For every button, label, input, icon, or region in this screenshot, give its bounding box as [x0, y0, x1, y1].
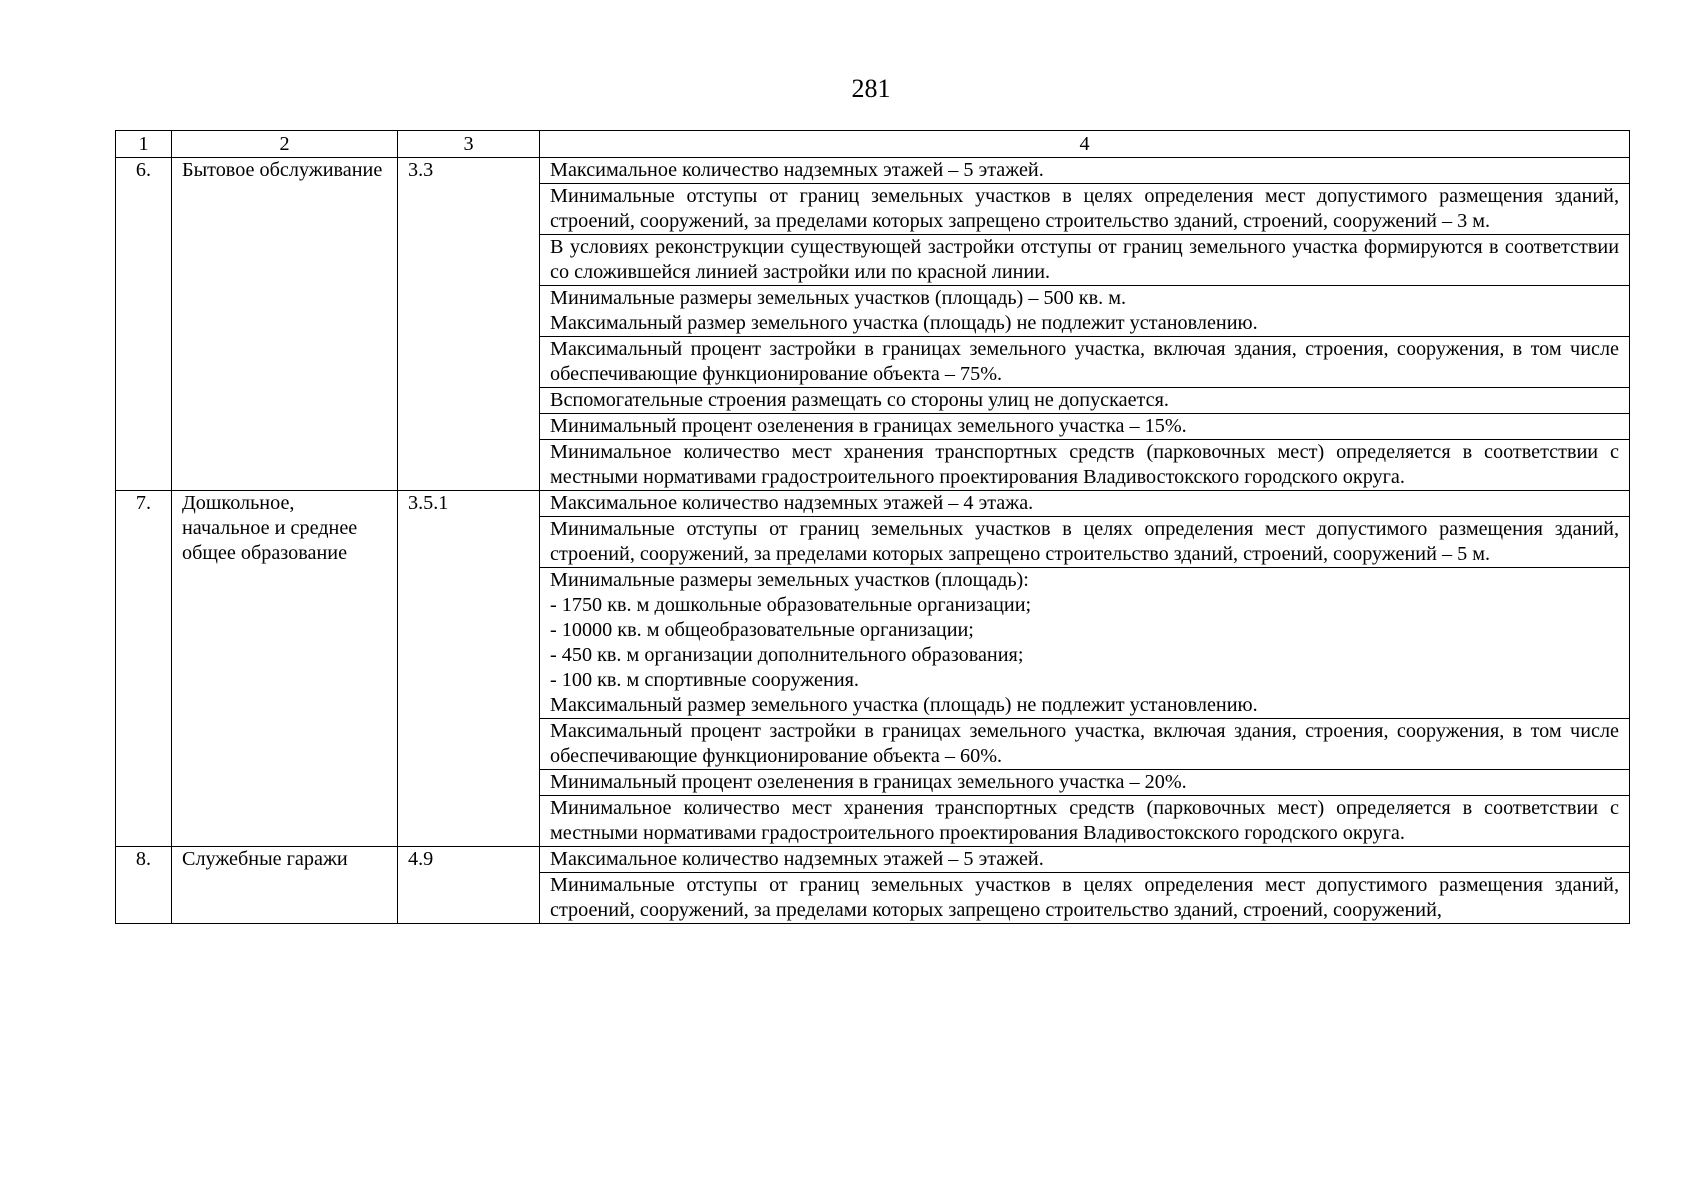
parameter-cell: Максимальный процент застройки в границах земельного участка, включая здания, строения, сооружения, в том числе обеспечивающие функционирование объекта – 75%. [540, 337, 1630, 388]
parameter-cell: Минимальные отступы от границ земельных участков в целях определения мест допустимого размещения зданий, строений, сооружений, за пределами которых запрещено строительство зданий, строений, сооружений – 5 м. [540, 517, 1630, 568]
parameter-cell: Минимальные отступы от границ земельных участков в целях определения мест допустимого размещения зданий, строений, сооружений, за пределами которых запрещено строительство зданий, строений, сооружений, [540, 873, 1630, 924]
parameter-text: - 1750 кв. м дошкольные образовательные организации; [550, 594, 1032, 616]
parameter-text: Минимальные размеры земельных участков (площадь): [550, 569, 1029, 591]
use-type-code: 4.9 [398, 847, 540, 924]
regulations-table [115, 130, 1630, 924]
table-row [116, 847, 1630, 873]
parameter-text: - 100 кв. м спортивные сооружения. [550, 669, 859, 691]
row-number: 6. [116, 158, 172, 491]
parameter-cell: Максимальный процент застройки в границах земельного участка, включая здания, строения, сооружения, в том числе обеспечивающие функционирование объекта – 60%. [540, 719, 1630, 770]
table-row [116, 158, 1630, 184]
parameter-text: Максимальный размер земельного участка (площадь) не подлежит установлению. [550, 312, 1258, 334]
parameter-text: Минимальные размеры земельных участков (площадь) – 500 кв. м. [550, 287, 1127, 309]
parameter-cell: Максимальное количество надземных этажей – 4 этажа. [540, 491, 1630, 517]
header-cell-4: 4 [540, 131, 1630, 158]
use-type-name: Служебные гаражи [172, 847, 398, 924]
parameter-text: - 10000 кв. м общеобразовательные организации; [550, 619, 974, 641]
parameter-cell: Минимальное количество мест хранения транспортных средств (парковочных мест) определяется в соответствии с местными нормативами градостроительного проектирования Владивостокского городского округа. [540, 440, 1630, 491]
row-number: 7. [116, 491, 172, 847]
parameter-text: Максимальный размер земельного участка (площадь) не подлежит установлению. [550, 694, 1258, 716]
header-cell-2: 2 [172, 131, 398, 158]
page-number: 281 [851, 74, 891, 103]
use-type-code: 3.5.1 [398, 491, 540, 847]
header-cell-3: 3 [398, 131, 540, 158]
parameter-cell: Максимальное количество надземных этажей – 5 этажей. [540, 158, 1630, 184]
parameter-cell [540, 286, 1630, 337]
parameter-cell: В условиях реконструкции существующей застройки отступы от границ земельного участка формируются в соответствии со сложившейся линией застройки или по красной линии. [540, 235, 1630, 286]
parameter-cell: Вспомогательные строения размещать со стороны улиц не допускается. [540, 388, 1630, 414]
parameter-cell [540, 568, 1630, 719]
use-type-name: Бытовое обслуживание [172, 158, 398, 491]
parameter-text: - 450 кв. м организации дополнительного образования; [550, 644, 1024, 666]
parameter-cell: Минимальный процент озеленения в границах земельного участка – 20%. [540, 770, 1630, 796]
parameter-cell: Минимальные отступы от границ земельных участков в целях определения мест допустимого размещения зданий, строений, сооружений, за пределами которых запрещено строительство зданий, строений, сооружений – 3 м. [540, 184, 1630, 235]
use-type-name: Дошкольное, начальное и среднее общее образование [172, 491, 398, 847]
parameter-cell: Максимальное количество надземных этажей – 5 этажей. [540, 847, 1630, 873]
row-number: 8. [116, 847, 172, 924]
use-type-code: 3.3 [398, 158, 540, 491]
header-cell-1: 1 [116, 131, 172, 158]
table-row [116, 491, 1630, 517]
parameter-cell: Минимальное количество мест хранения транспортных средств (парковочных мест) определяется в соответствии с местными нормативами градостроительного проектирования Владивостокского городского округа. [540, 796, 1630, 847]
header-row [116, 131, 1630, 158]
parameter-cell: Минимальный процент озеленения в границах земельного участка – 15%. [540, 414, 1630, 440]
